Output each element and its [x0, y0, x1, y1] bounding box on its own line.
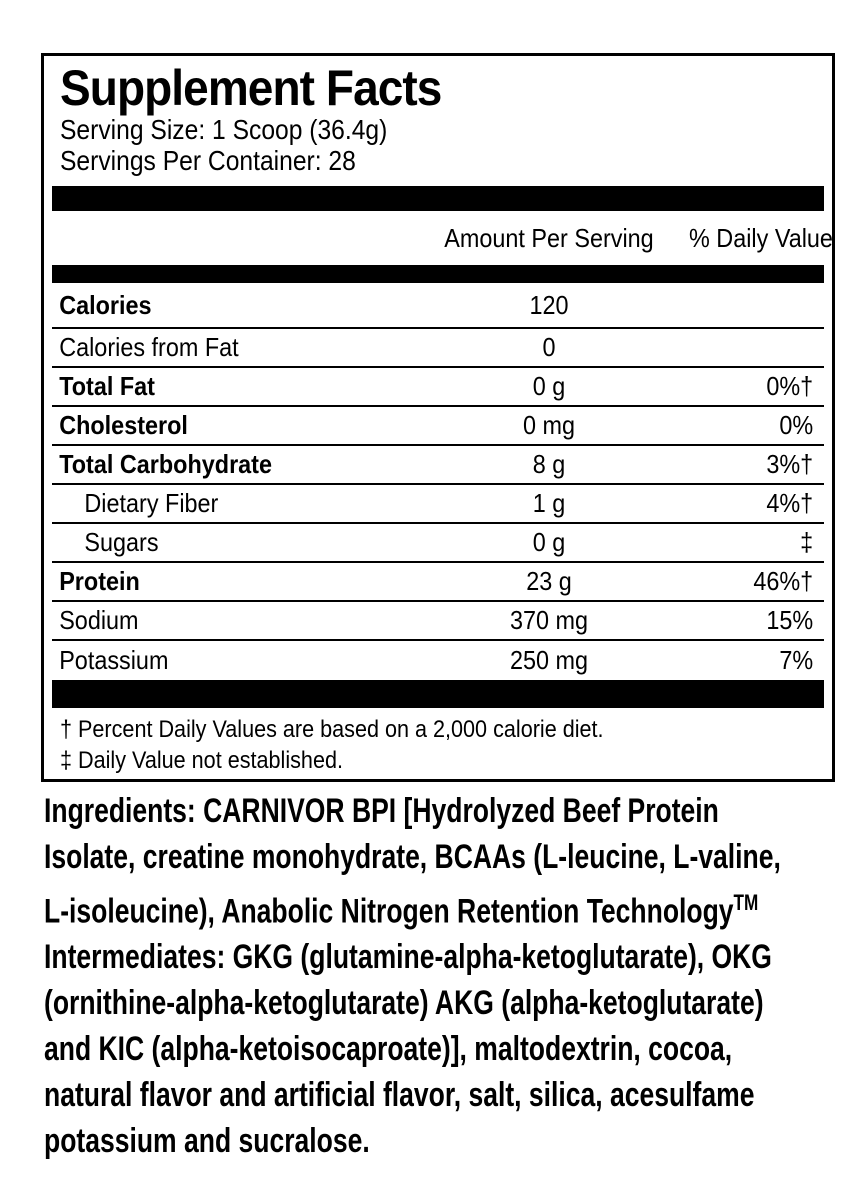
supplement-facts-panel	[41, 53, 835, 782]
footnote-line: † Percent Daily Values are based on a 2,000 calorie diet.	[60, 716, 604, 743]
nutrient-daily-value: 15%	[766, 605, 814, 635]
table-header-row	[52, 211, 833, 265]
nutrient-amount: 23 g	[526, 566, 572, 596]
nutrient-row	[52, 563, 824, 602]
nutrient-row	[52, 485, 824, 524]
nutrient-name: Sugars	[84, 527, 159, 557]
ingredient-line: Ingredients: CARNIVOR BPI [Hydrolyzed Beef Protein	[44, 792, 719, 830]
nutrient-amount: 250 mg	[509, 645, 589, 675]
divider-bar-middle	[52, 265, 824, 283]
ingredient-line: (ornithine-alpha-ketoglutarate) AKG (alpha-ketoglutarate)	[44, 984, 764, 1023]
footnotes	[52, 708, 824, 776]
ingredient-line: and KIC (alpha-ketoisocaproate)], maltodextrin, cocoa,	[44, 1030, 733, 1069]
nutrient-name: Sodium	[59, 605, 139, 635]
nutrient-row	[52, 446, 824, 485]
nutrient-daily-value: 46%†	[753, 566, 814, 596]
panel-title: Supplement Facts	[60, 60, 442, 116]
serving-info	[60, 114, 732, 176]
nutrient-daily-value: 3%†	[766, 449, 814, 479]
ingredient-line: potassium and sucralose.	[44, 1122, 370, 1161]
ingredient-line: Isolate, creatine monohydrate, BCAAs (L-leucine, L-valine,	[44, 838, 781, 876]
ingredient-line: natural flavor and artificial flavor, salt, silica, acesulfame	[44, 1076, 755, 1115]
nutrient-daily-value: 4%†	[766, 488, 814, 518]
serving-size: Serving Size: 1 Scoop (36.4g)	[60, 114, 388, 145]
nutrient-row	[52, 329, 824, 368]
ingredients-text	[44, 788, 863, 1164]
nutrient-name: Calories	[59, 289, 152, 320]
nutrient-table	[52, 283, 824, 680]
nutrient-row	[52, 524, 824, 563]
nutrient-name: Dietary Fiber	[84, 488, 219, 518]
servings-per-container: Servings Per Container: 28	[60, 145, 356, 176]
nutrient-name: Protein	[59, 566, 140, 596]
ingredient-line: Intermediates: GKG (glutamine-alpha-ketoglutarate), OKG	[44, 938, 772, 977]
nutrient-amount: 1 g	[532, 488, 566, 518]
nutrient-row	[52, 602, 824, 641]
nutrient-name: Calories from Fat	[59, 332, 239, 362]
divider-bar-top	[52, 186, 824, 211]
nutrient-daily-value: ‡	[800, 527, 814, 557]
nutrient-daily-value: 0%	[779, 410, 814, 440]
column-header-amount-per-serving: Amount Per Serving	[444, 222, 654, 253]
nutrient-name: Total Carbohydrate	[59, 449, 272, 479]
nutrient-row	[52, 641, 824, 680]
nutrient-daily-value: 0%†	[766, 371, 814, 401]
nutrient-amount: 0 mg	[522, 410, 576, 440]
nutrient-amount: 370 mg	[509, 605, 589, 635]
nutrient-amount: 0	[542, 332, 556, 362]
nutrient-amount: 120	[529, 289, 569, 320]
nutrient-amount: 8 g	[532, 449, 566, 479]
trademark-superscript: TM	[733, 890, 759, 915]
nutrient-amount: 0 g	[532, 527, 566, 557]
ingredient-line: L-isoleucine), Anabolic Nitrogen Retention Technology™	[44, 890, 759, 931]
nutrient-name: Total Fat	[59, 371, 155, 401]
nutrient-name: Potassium	[59, 645, 169, 675]
nutrient-daily-value: 7%	[779, 645, 814, 675]
nutrient-name: Cholesterol	[59, 410, 188, 440]
nutrient-row	[52, 283, 824, 329]
nutrient-amount: 0 g	[532, 371, 566, 401]
footnote-line: ‡ Daily Value not established.	[60, 747, 343, 774]
column-header-daily-value: % Daily Value	[689, 222, 833, 253]
nutrient-row	[52, 407, 824, 446]
divider-bar-bottom	[52, 680, 824, 708]
nutrient-row	[52, 368, 824, 407]
